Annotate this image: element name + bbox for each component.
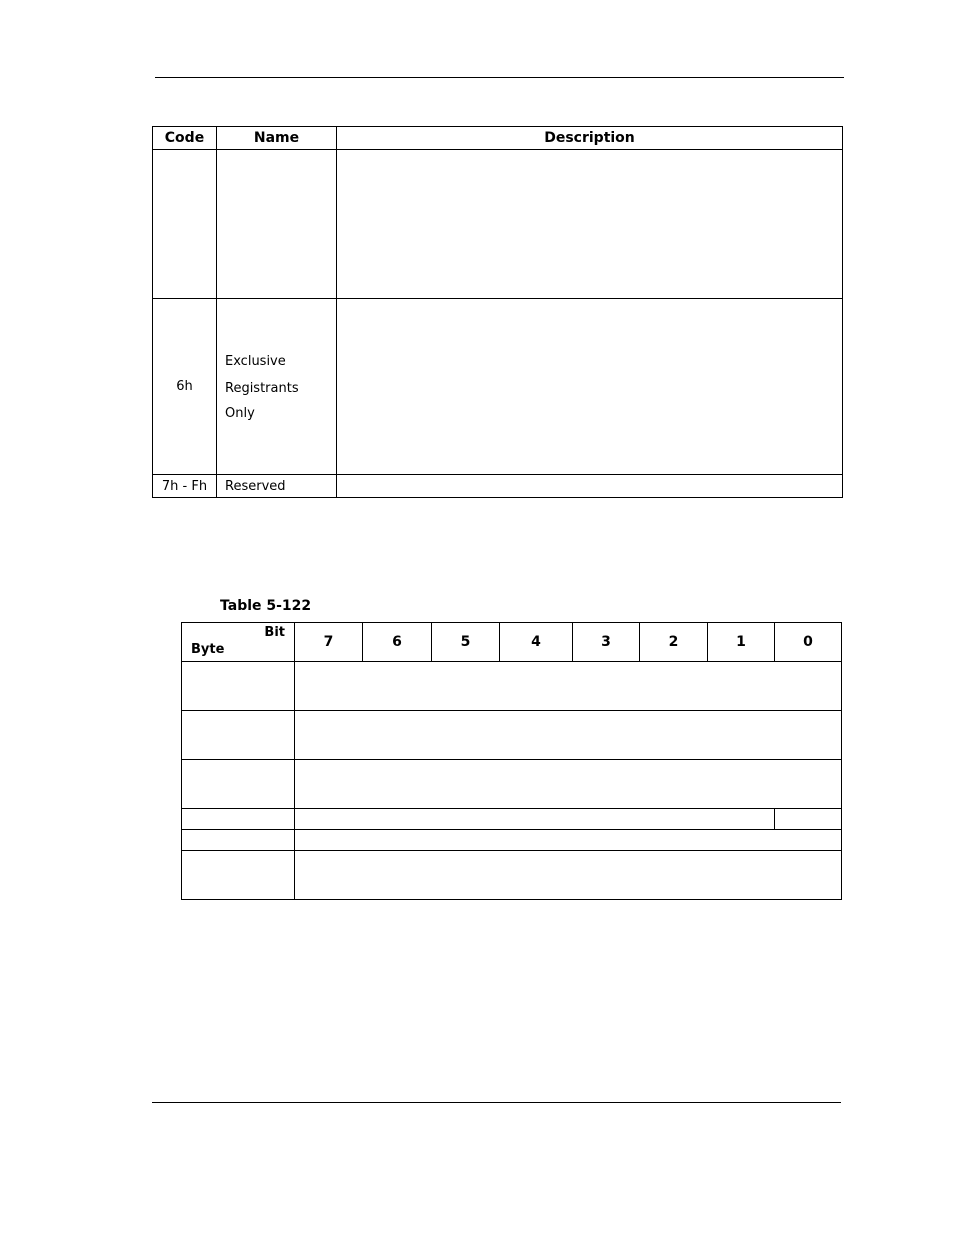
byte-row — [182, 830, 842, 851]
table-row — [153, 150, 843, 299]
field-cell — [295, 809, 775, 830]
table-row — [153, 299, 843, 475]
bit-byte-table — [181, 622, 842, 900]
byte-row — [182, 851, 842, 900]
code-header: Code — [153, 127, 217, 150]
description-cell — [337, 299, 843, 475]
bit-0-header: 0 — [775, 623, 842, 662]
name-cell: Reserved — [217, 475, 337, 498]
field-cell — [295, 662, 842, 711]
bit-byte-corner — [182, 623, 295, 662]
byte-row — [182, 809, 842, 830]
description-header: Description — [337, 127, 843, 150]
byte-cell — [182, 760, 295, 809]
name-line: Registrants — [225, 381, 299, 396]
table-header-row — [153, 127, 843, 150]
code-cell: 6h — [153, 299, 217, 475]
footer-rule — [152, 1102, 841, 1103]
bit-6-header: 6 — [363, 623, 432, 662]
field-cell — [295, 760, 842, 809]
description-cell — [337, 150, 843, 299]
byte-cell — [182, 711, 295, 760]
name-line: Only — [225, 406, 255, 421]
bit-4-header: 4 — [500, 623, 573, 662]
bit-1-header: 1 — [708, 623, 775, 662]
byte-cell — [182, 851, 295, 900]
table-row — [153, 475, 843, 498]
type-code-table — [152, 126, 843, 498]
bit-5-header: 5 — [432, 623, 500, 662]
byte-row — [182, 662, 842, 711]
description-cell — [337, 475, 843, 498]
field-cell — [295, 830, 842, 851]
table-caption: Table 5-122 — [220, 598, 312, 614]
byte-cell — [182, 662, 295, 711]
byte-row — [182, 760, 842, 809]
code-cell: 7h - Fh — [153, 475, 217, 498]
header-rule — [155, 77, 844, 78]
bit-3-header: 3 — [573, 623, 640, 662]
bit-7-header: 7 — [295, 623, 363, 662]
field-cell — [775, 809, 842, 830]
field-cell — [295, 851, 842, 900]
bit-label: Bit — [264, 625, 285, 640]
name-header: Name — [217, 127, 337, 150]
byte-cell — [182, 809, 295, 830]
name-cell — [217, 150, 337, 299]
byte-label: Byte — [191, 642, 225, 657]
code-cell — [153, 150, 217, 299]
name-cell — [217, 299, 337, 475]
name-line: Exclusive — [225, 354, 286, 369]
bit-2-header: 2 — [640, 623, 708, 662]
field-cell — [295, 711, 842, 760]
byte-cell — [182, 830, 295, 851]
bit-header-row — [182, 623, 842, 662]
byte-row — [182, 711, 842, 760]
